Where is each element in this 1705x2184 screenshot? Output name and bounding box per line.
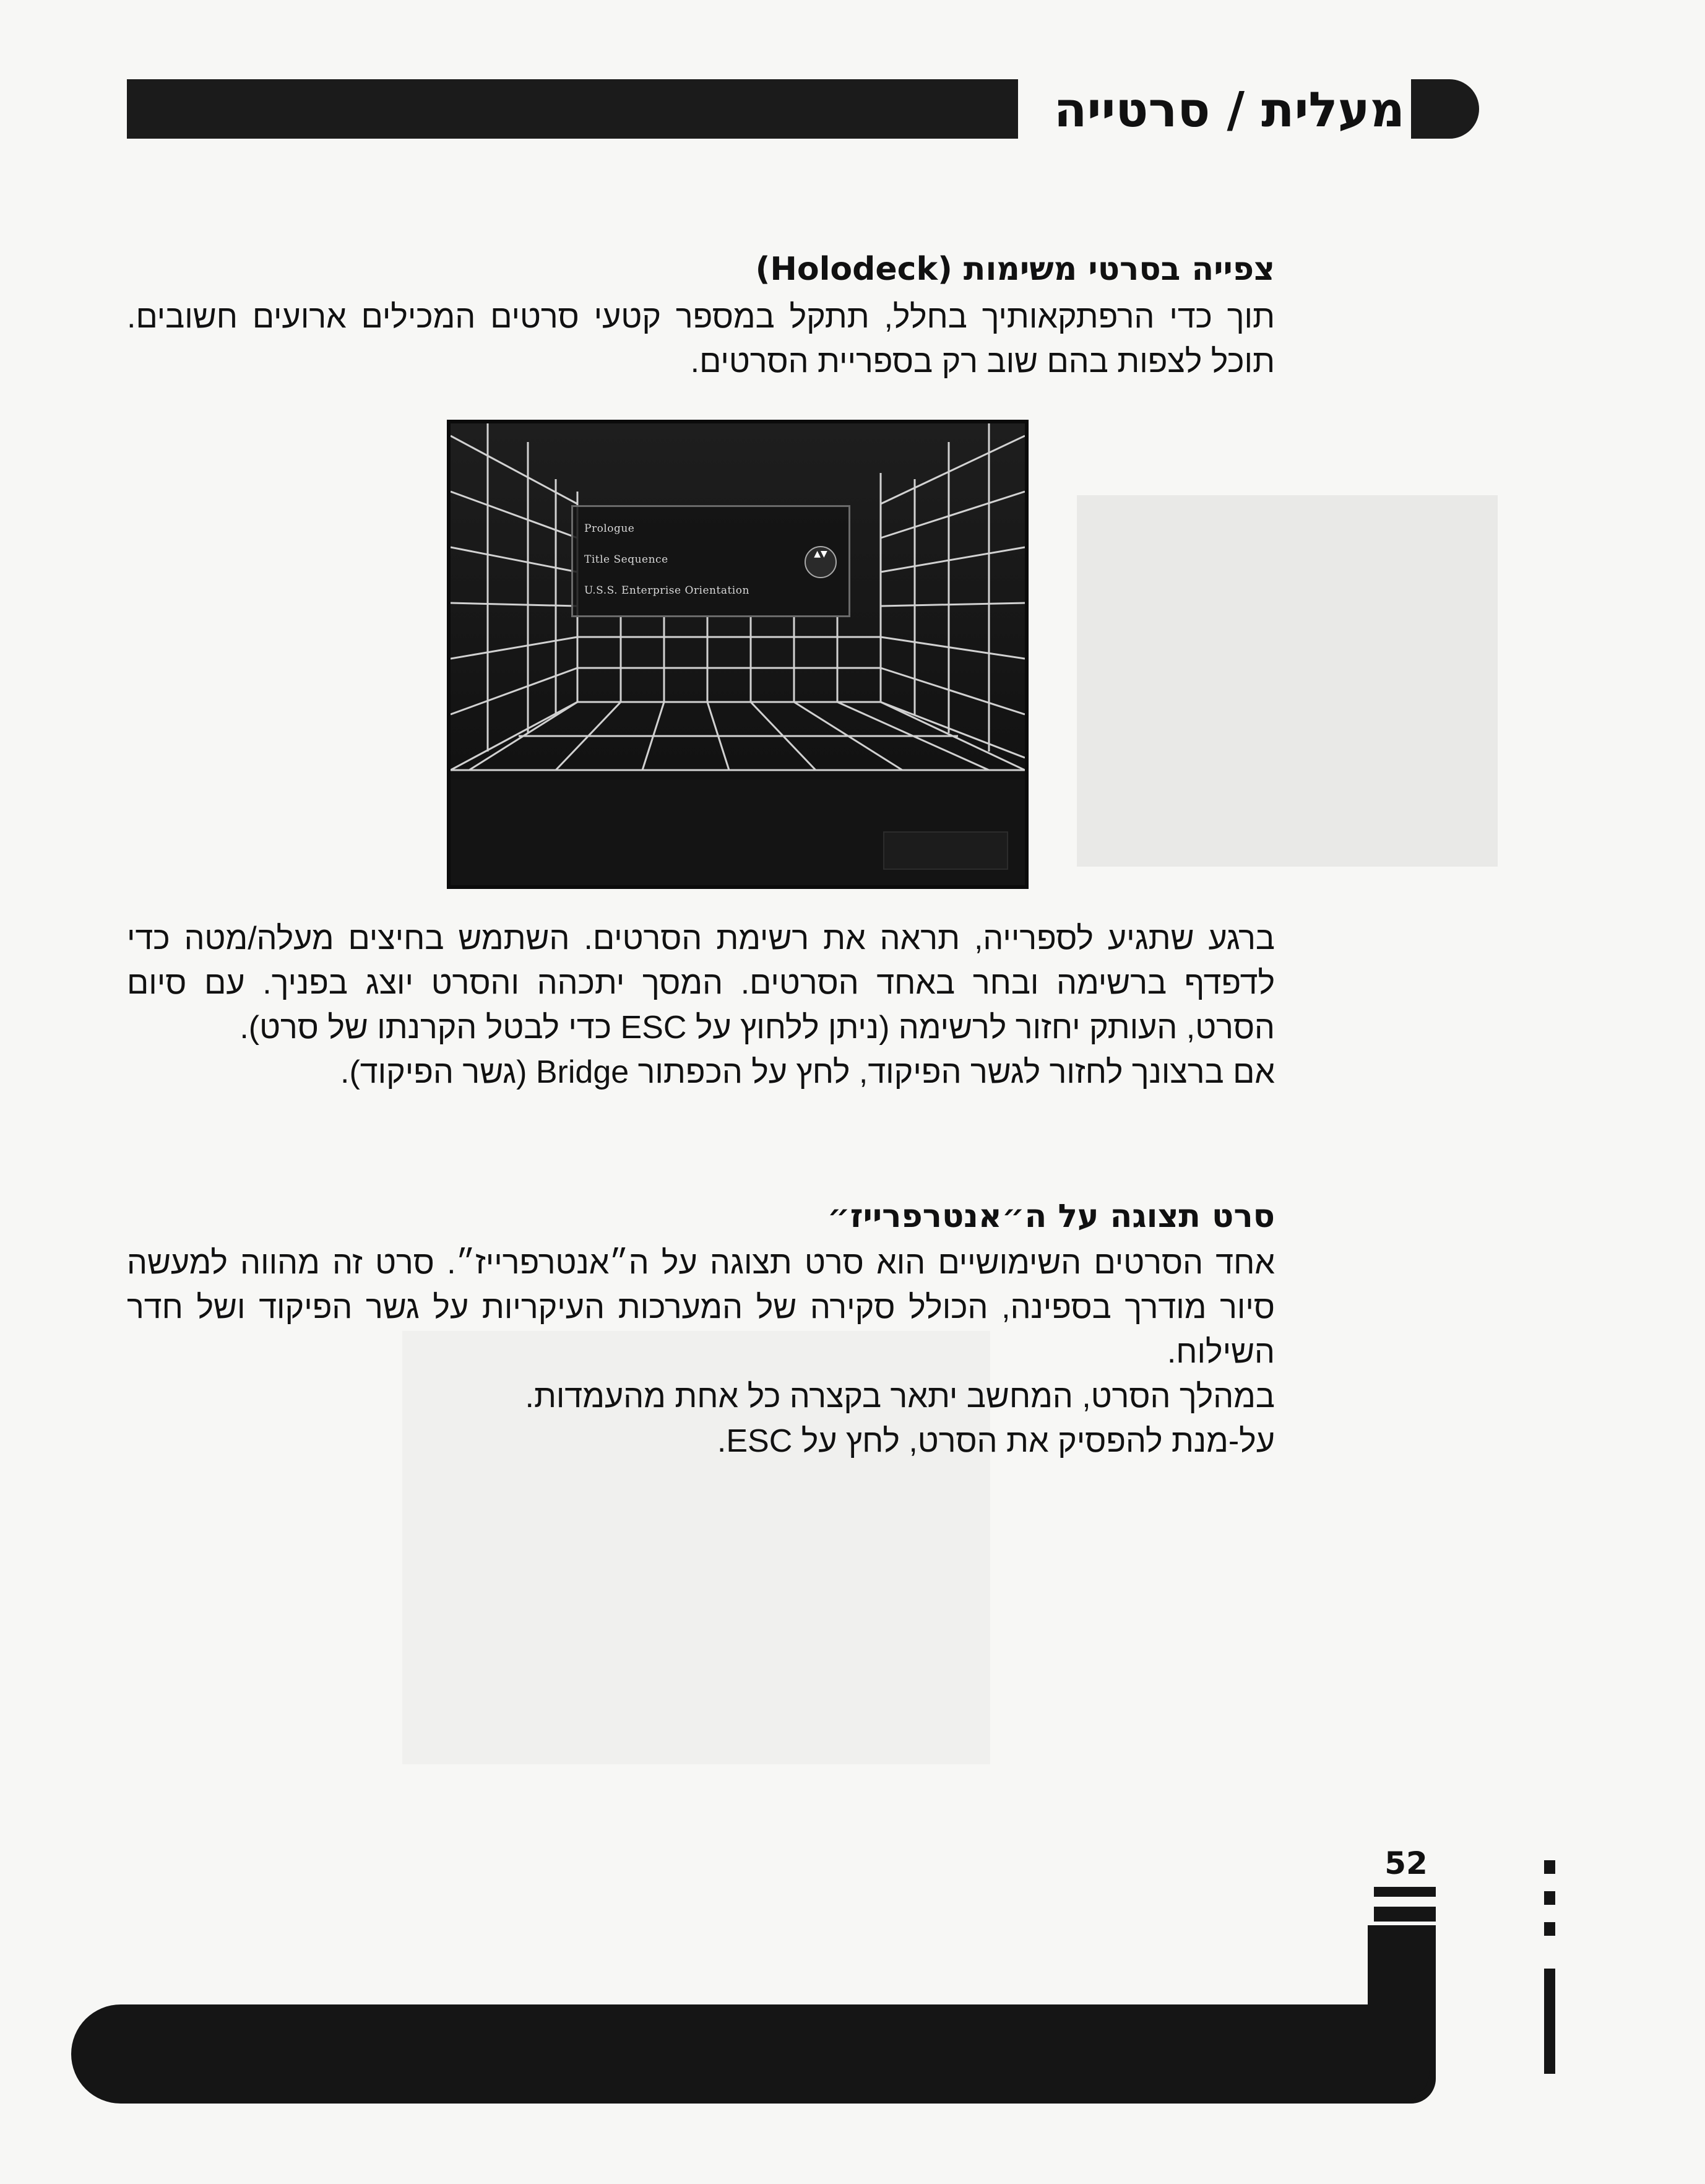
bleed-through-shadow — [1077, 495, 1498, 867]
page-title: מעלית / סרטייה — [1053, 82, 1405, 138]
holodeck-screenshot — [447, 420, 1029, 889]
holodeck-grid — [451, 423, 1025, 885]
margin-dash — [1544, 1922, 1555, 1936]
library-instructions — [127, 916, 1275, 1094]
scroll-arrows-icon: ▲▼ — [805, 546, 837, 578]
footer-decoration — [1374, 1887, 1436, 1897]
section-body-holodeck: תוך כדי הרפתקאותיך בחלל, תתקל במספר קטעי סרטים המכילים ארועים חשובים. תוכל לצפות בהם שוב רק בספריית הסרטים. — [127, 299, 1275, 379]
page-number: 52 — [1384, 1845, 1428, 1881]
movie-list-item: Prologue — [584, 522, 635, 535]
header-tab — [1411, 79, 1479, 139]
header-bar — [127, 79, 1018, 139]
library-paragraph: ברגע שתגיע לספרייה, תראה את רשימת הסרטים. השתמש בחיצים מעלה/מטה כדי לדפדף ברשימה ובחר באחד הסרטים. המסך יתכהה והסרט יוצג בפניך. עם סיום הסרט, העותק יחזור לרשימה (ניתן ללחוץ על ESC כדי לבטל הקרנתו של סרט). — [127, 921, 1275, 1046]
section-heading-holodeck: צפייה בסרטי משימות (Holodeck) — [755, 251, 1275, 288]
margin-dash — [1544, 1860, 1555, 1874]
bridge-paragraph: אם ברצונך לחזור לגשר הפיקוד, לחץ על הכפתור Bridge (גשר הפיקוד). — [340, 1054, 1275, 1090]
footer-decoration — [1374, 1907, 1436, 1922]
enterprise-paragraph: במהלך הסרט, המחשב יתאר בקצרה כל אחת מהעמדות. — [525, 1379, 1275, 1415]
enterprise-paragraph: על-מנת להפסיק את הסרט, לחץ על ESC. — [717, 1423, 1275, 1459]
movie-list-item: Title Sequence — [584, 553, 668, 566]
enterprise-paragraph: אחד הסרטים השימושיים הוא סרט תצוגה על ה״אנטרפרייז״. סרט זה מהווה למעשה סיור מודרך בספינה, הכולל סקירה של המערכות העיקריות על גשר הפיקוד ושל חדר השילוח. — [127, 1245, 1275, 1370]
movie-list-item: U.S.S. Enterprise Orientation — [584, 584, 749, 597]
footer-bar — [71, 2004, 1430, 2104]
section-heading-enterprise: סרט תצוגה על ה״אנטרפרייז״ — [827, 1198, 1275, 1235]
enterprise-section-body — [127, 1241, 1275, 1463]
margin-dash — [1544, 1891, 1555, 1905]
margin-dash — [1544, 1969, 1555, 2074]
